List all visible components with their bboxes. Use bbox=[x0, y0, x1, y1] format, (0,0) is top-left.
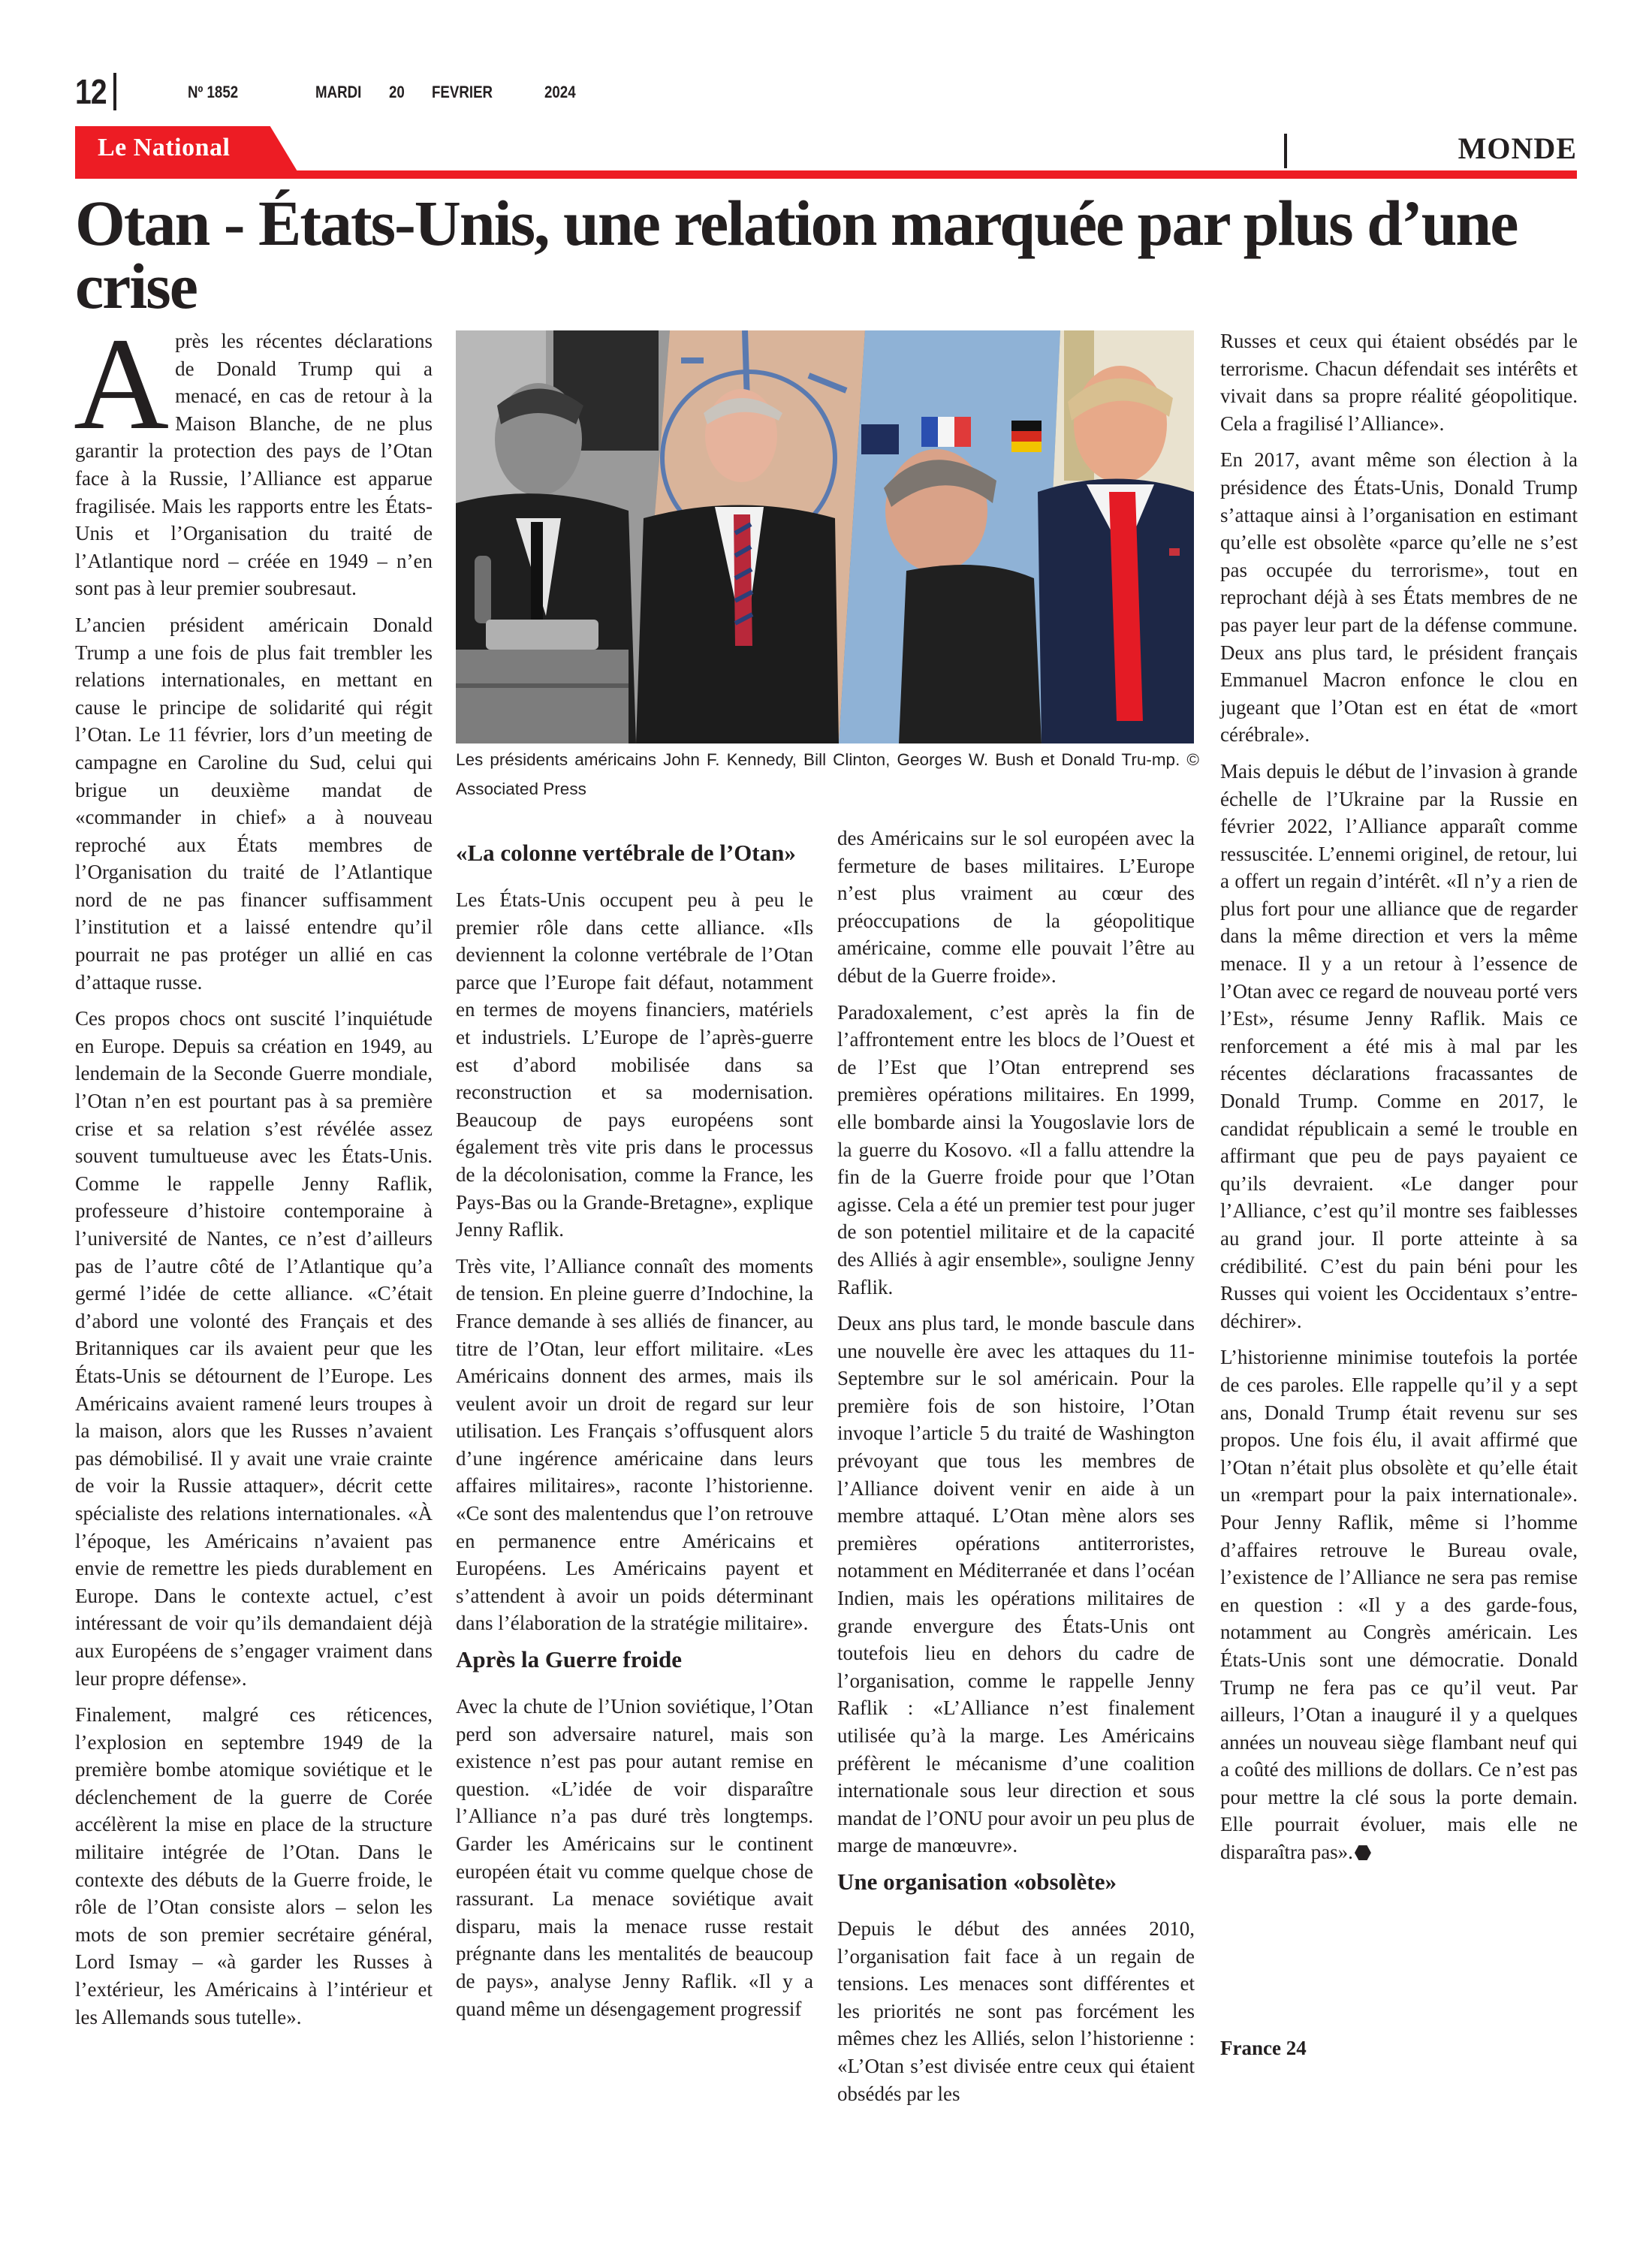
hexagon-end-mark-icon bbox=[1355, 1845, 1371, 1860]
paragraph: Les États-Unis occupent peu à peu le premier rôle dans cette alliance. «Ils deviennent la colonne vertébrale de l’Otan parce que l’Europe fait défaut, notamment en termes de moyens financiers, matériels et industriels. L’Europe de l’après-guerre est d’abord mobilisée dans sa reconstruction et sa modernisation. Beaucoup de pays européens sont également très vite pris dans le processus de la décolonisation, comme la France, les Pays-Bas ou la Grande-Bretagne», explique Jenny Raflik. bbox=[456, 888, 813, 1241]
article-column-4 bbox=[1220, 327, 1578, 1875]
final-paragraph bbox=[1220, 1344, 1578, 1865]
issue-weekday: MARDI bbox=[315, 83, 362, 101]
article-column-1 bbox=[74, 311, 433, 2040]
subheading-colonne-vertebrale: «La colonne vertébrale de l’Otan» bbox=[456, 840, 796, 866]
photo-panel-trump bbox=[1038, 330, 1194, 743]
article-column-3 bbox=[837, 825, 1195, 2116]
paragraph: Deux ans plus tard, le monde bascule dans une nouvelle ère avec les attaques du 11-Septembre sur le sol américain. Pour la première fois de son histoire, l’Otan invoque l’article 5 du traité de Washington prévoyant que tous les membres de l’Alliance doivent venir en aide à un membre attaqué. L’Otan mène alors ses premières opérations antiterroristes, notamment en Méditerranée et dans l’océan Indien, mais les opérations militaires de grande envergure des États-Unis ont toutefois lieu en dehors du cadre de l’organisation, comme le rappelle Jenny Raflik : «L’Alliance n’est finalement utilisée qu’à la marge. Les Américains préfèrent le mécanisme d’une coalition internationale sous leur direction et sous mandat de l’ONU pour avoir un peu plus de marge de manœuvre». bbox=[837, 1312, 1195, 1857]
photo-caption: Les présidents américains John F. Kennedy, Bill Clinton, Georges W. Bush et Donald Tru-mp. © Associated Press bbox=[456, 750, 1199, 798]
folio-divider bbox=[113, 73, 116, 110]
photo-panel-kennedy bbox=[456, 330, 670, 743]
paragraph: Ces propos chocs ont suscité l’inquiétude en Europe. Depuis sa création en 1949, au lendemain de la Seconde Guerre mondiale, l’Otan n’en est pourtant pas à sa première crise et sa relation s’est révélée assez souvent tumultueuse avec les États-Unis. Comme le rappelle Jenny Raflik, professeure d’histoire contemporaine à l’université de Nantes, ce n’est d’ailleurs pas de l’autre côté de l’Atlantique qu’a germé l’idée de cette alliance. «C’était d’abord une volonté des Français et des Britanniques car ils avaient peur que les États-Unis se détournent de l’Europe. Les Américains avaient ramené leurs troupes à la maison, alors que les Russes n’avaient pas démobilisé. Il y avait une vraie crainte de voir la Russie attaquer», décrit cette spécialiste des relations internationales. «À l’époque, les Américains n’avaient pas envie de remettre les pieds durablement en Europe. Dans le contexte actuel, c’est intéressant de voir qu’ils demandaient déjà aux Européens de s’engager vraiment dans leur propre défense». bbox=[75, 1007, 433, 1690]
subheading-apres-guerre-froide: Après la Guerre froide bbox=[456, 1646, 683, 1673]
paragraph: Paradoxalement, c’est après la fin de l’affrontement entre les blocs de l’Ouest et de l’Est que l’Otan entreprend ses premières opérations militaires. En 1999, elle bombarde ainsi la Yougoslavie lors de la guerre du Kosovo. «Il a fallu attendre la fin de la Guerre froide pour que l’Otan agisse. Cela a été un premier test pour juger de son potentiel militaire et de la capacité des Alliés à agir ensemble», souligne Jenny Raflik. bbox=[837, 1000, 1195, 1298]
issue-day: 20 bbox=[389, 83, 405, 101]
paragraph: En 2017, avant même son élection à la présidence des États-Unis, Donald Trump s’attaque ainsi à l’organisation en estimant qu’elle est obsolète «parce qu’elle ne s’est pas occupée du terrorisme», tout en reprochant déjà à ses États membres de ne pas payer leur part de la défense commune. Deux ans plus tard, le président français Emmanuel Macron enfonce le clou en jugeant que l’Otan est en état de «mort cérébrale». bbox=[1220, 448, 1578, 746]
paragraph: Avec la chute de l’Union soviétique, l’Otan perd son adversaire naturel, mais son existence n’est pas pour autant remise en question. «L’idée de voir disparaître l’Alliance n’a pas duré très longtemps. Garder les Américains sur le continent européen était vu comme quelque chose de rassurant. La menace soviétique avait disparu, mais la menace russe restait prégnante dans les mentalités de beaucoup de pays», analyse Jenny Raflik. «Il y a quand même un désengagement progressif bbox=[456, 1695, 813, 2020]
paragraph: Finalement, malgré ces réticences, l’explosion en septembre 1949 de la première bombe atomique soviétique et le déclenchement de la guerre de Corée accélèrent la mise en place de la structure militaire intégrée de l’Otan. Dans le contexte des débuts de la Guerre froide, le rôle de l’Otan consiste alors – selon les mots de son premier secrétaire général, Lord Ismay – «à garder les Russes à l’extérieur, les Américains à l’intérieur et les Allemands sous tutelle». bbox=[75, 1703, 433, 2028]
paragraph: Mais depuis le début de l’invasion à grande échelle de l’Ukraine par la Russie en février 2022, l’Alliance apparaît comme ressuscitée. L’ennemi originel, de retour, lui a offert un regain d’intérêt. «Il n’y a rien de plus fort pour une alliance que de regarder dans la même direction et vers la même menace. Il y a un retour à l’essence de l’Otan avec ce regard de nouveau porté vers l’Est», résume Jenny Raflik. Mais ce renforcement a été mis à mal par les récentes déclarations fracassantes de Donald Trump. Comme en 2017, le candidat républicain a semé le trouble en affirmant que peu de pays payaient ce qu’ils devraient. «Le danger pour l’Alliance, c’est qu’il montre ses faiblesses au grand jour. Il porte atteinte à sa crédibilité. C’est du pain béni pour les Russes qui voient les Occidentaux s’entre-déchirer». bbox=[1220, 759, 1578, 1332]
subheading-organisation-obsolete: Une organisation «obsolète» bbox=[837, 1868, 1117, 1895]
issue-year: 2024 bbox=[544, 83, 576, 101]
photo-panel-clinton bbox=[636, 330, 865, 743]
paragraph: L’ancien président américain Donald Trump a une fois de plus fait trembler les relations internationales, en mettant en cause le principe de solidarité qui régit l’Otan. Le 11 février, lors d’un meeting de campagne en Caroline du Sud, celui qui brigue un deuxième mandat de «commander in chief» a à nouveau reproché aux États membres de l’Organisation du traité de l’Atlantique nord de ne pas financer suffisamment l’institution et a laissé entendre qu’il pourrait ne pas protéger un allié en cas d’attaque russe. bbox=[75, 613, 433, 994]
paragraph: Russes et ceux qui étaient obsédés par le terrorisme. Chacun défendait ses intérêts et vivait dans sa propre réalité géopolitique. Cela a fragilisé l’Alliance». bbox=[1220, 330, 1578, 435]
folio-line bbox=[75, 69, 170, 114]
section-label: MONDE bbox=[1458, 131, 1577, 165]
article-headline: Otan - États-Unis, une relation marquée par plus d’une crise bbox=[75, 187, 1518, 322]
paragraph: Depuis le début des années 2010, l’organisation fait face à un regain de tensions. Les menaces sont différentes et les priorités ne sont pas forcément les mêmes chez les Alliés, selon l’historienne : «L’Otan s’est divisée entre ceux qui étaient obsédés par les bbox=[837, 1917, 1195, 2105]
article-column-2 bbox=[456, 834, 813, 2031]
photo-panel-bush bbox=[839, 330, 1060, 743]
lead-text: près les récentes déclarations de Donald Trump qui a menacé, en cas de retour à la Maison Blanche, de ne plus garantir la protection des pays de l’Otan face à la Russie, l’Alliance est apparue fragilisée. Mais les rapports entre les États-Unis et l’Organisation du traité de l’Atlantique nord – créée en 1949 – n’en sont pas à leur premier soubresaut. bbox=[75, 330, 433, 600]
article-source: France 24 bbox=[1220, 2037, 1307, 2059]
newspaper-brand: Le National bbox=[98, 134, 231, 161]
drop-cap: A bbox=[74, 311, 170, 457]
issue-month: FEVRIER bbox=[432, 83, 493, 101]
final-paragraph-text: L’historienne minimise toutefois la portée de ces paroles. Elle rappelle qu’il y a sept ans, Donald Trump était revenu sur ses propos. Une fois élu, il avait affirmé que l’Otan n’était plus obsolète et qu’elle était un «rempart pour la paix internationale». Pour Jenny Raflik, même si l’homme d’affaires retrouve le Bureau ovale, l’existence de l’Alliance ne sera pas remise en question : «Il y a des garde-fous, notamment au Congrès américain. Les États-Unis sont une démocratie. Donald Trump ne fera pas ce qu’il veut. Par ailleurs, l’Otan a inauguré il y a quelques années un nouveau siège flambant neuf qui a coûté des millions de dollars. Ce n’est pas pour mettre la clé sous la porte demain. Elle pourrait évoluer, mais elle ne disparaîtra pas». bbox=[1220, 1346, 1578, 1864]
page-number: 12 bbox=[75, 72, 107, 111]
article-photo bbox=[456, 330, 1194, 743]
issue-number: Nº 1852 bbox=[188, 83, 239, 101]
paragraph: des Américains sur le sol européen avec la fermeture de bases militaires. L’Europe n’est plus vraiment au cœur des préoccupations de la géopolitique américaine, comme elle pouvait l’être au début de la Guerre froide». bbox=[837, 827, 1195, 987]
paragraph: Très vite, l’Alliance connaît des moments de tension. En pleine guerre d’Indochine, la France demande à ses alliés de financer, au titre de l’Otan, leur effort militaire. «Les Américains donnent des armes, mais ils veulent avoir un droit de regard sur leur utilisation. Les Français s’offusquent alors d’une ingérence américaine dans leurs affaires militaires», raconte l’historienne. «Ce sont des malentendus que l’on retrouve en permanence entre Américains et Européens. Les Américains payent et s’attendent à avoir un poids déterminant dans l’élaboration de la stratégie militaire». bbox=[456, 1254, 813, 1635]
section-divider bbox=[1284, 134, 1287, 168]
lead-paragraph bbox=[74, 311, 433, 602]
